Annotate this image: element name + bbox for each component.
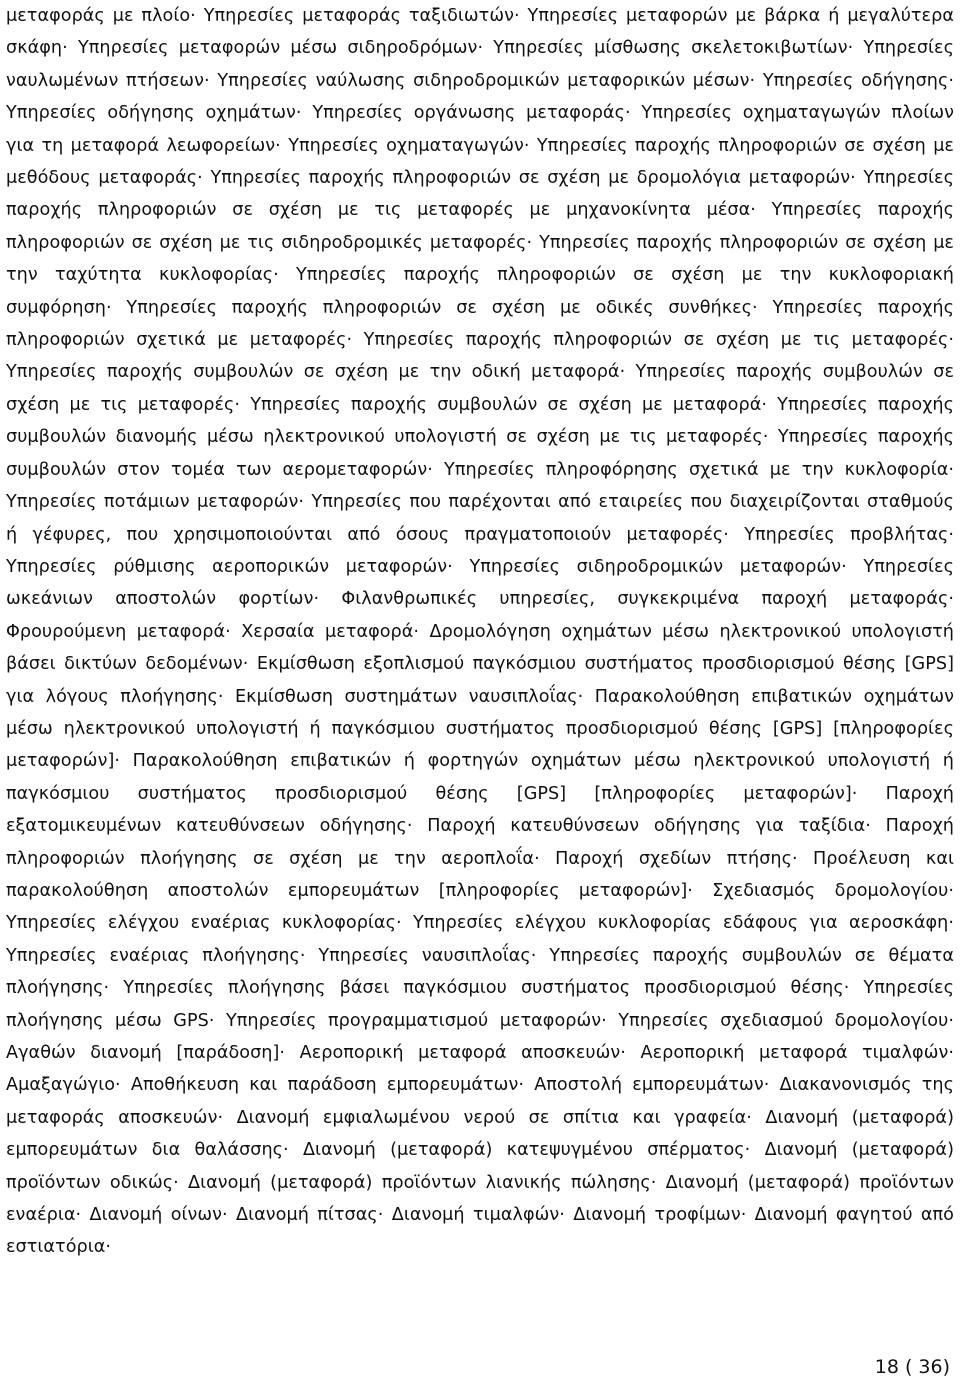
goods-services-list-text: μεταφοράς με πλοίο· Υπηρεσίες μεταφοράς ταξιδιωτών· Υπηρεσίες μεταφορών με βάρκα ή μεγαλύτερα σκάφη· Υπηρεσίες μεταφορών μέσω σιδηροδρόμων· Υπηρεσίες μίσθωσης σκελετοκιβωτίων· Υπηρεσίες ναυλωμένων πτήσεων· Υπηρεσίες ναύλωσης σιδηροδρομικών μεταφορικών μέσων· Υπηρεσίες οδήγησης· Υπηρεσίες οδήγησης οχημάτων· Υπηρεσίες οργάνωσης μεταφοράς· Υπηρεσίες οχηματαγωγών πλοίων για τη μεταφορά λεωφορείων· Υπηρεσίες οχηματαγωγών· Υπηρεσίες παροχής πληροφοριών σε σχέση με μεθόδους μεταφοράς· Υπηρεσίες παροχής πληροφοριών σε σχέση με δρομολόγια μεταφορών· Υπηρεσίες παροχής πληροφοριών σε σχέση με τις μεταφορές με μηχανοκίνητα μέσα· Υπηρεσίες παροχής πληροφοριών σε σχέση με τις σιδηροδρομικές μεταφορές· Υπηρεσίες παροχής πληροφοριών σε σχέση με την ταχύτητα κυκλοφορίας· Υπηρεσίες παροχής πληροφοριών σε σχέση με την κυκλοφοριακή συμφόρηση· Υπηρεσίες παροχής πληροφοριών σε σχέση με οδικές συνθήκες· Υπηρεσίες παροχής πληροφοριών σχετικά με μεταφορές· Υπηρεσίες παροχής πληροφοριών σε σχέση με τις μεταφορές· Υπηρεσίες παροχής συμβουλών σε σχέση με την οδική μεταφορά· Υπηρεσίες παροχής συμβουλών σε σχέση με τις μεταφορές· Υπηρεσίες παροχής συμβουλών σε σχέση με μεταφορά· Υπηρεσίες παροχής συμβουλών διανομής μέσω ηλεκτρονικού υπολογιστή σε σχέση με τις μεταφορές· Υπηρεσίες παροχής συμβουλών στον τομέα των αερομεταφορών· Υπηρεσίες πληροφόρησης σχετικά με την κυκλοφορία· Υπηρεσίες ποτάμιων μεταφορών· Υπηρεσίες που παρέχονται από εταιρείες που διαχειρίζονται σταθμούς ή γέφυρες, που χρησιμοποιούνται από όσους πραγματοποιούν μεταφορές· Υπηρεσίες προβλήτας· Υπηρεσίες ρύθμισης αεροπορικών μεταφορών· Υπηρεσίες σιδηροδρομικών μεταφορών· Υπηρεσίες ωκεάνιων αποστολών φορτίων· Φιλανθρωπικές υπηρεσίες, συγκεκριμένα παροχή μεταφοράς· Φρουρούμενη μεταφορά· Χερσαία μεταφορά· Δρομολόγηση οχημάτων μέσω ηλεκτρονικού υπολογιστή βάσει δικτύων δεδομένων· Εκμίσθωση εξοπλισμού παγκόσμιου συστήματος προσδιορισμού θέσης [GPS] για λόγους πλοήγησης· Εκμίσθωση συστημάτων ναυσιπλοΐας· Παρακολούθηση επιβατικών οχημάτων μέσω ηλεκτρονικού υπολογιστή ή παγκόσμιου συστήματος προσδιορισμού θέσης [GPS] [πληροφορίες μεταφορών]· Παρακολούθηση επιβατικών ή φορτηγών οχημάτων μέσω ηλεκτρονικού υπολογιστή ή παγκόσμιου συστήματος προσδιορισμού θέσης [GPS] [πληροφορίες μεταφορών]· Παροχή εξατομικευμένων κατευθύνσεων οδήγησης· Παροχή κατευθύνσεων οδήγησης για ταξίδια· Παροχή πληροφοριών πλοήγησης σε σχέση με την αεροπλοΐα· Παροχή σχεδίων πτήσης· Προέλευση και παρακολούθηση αποστολών εμπορευμάτων [πληροφορίες μεταφορών]· Σχεδιασμός δρομολογίου· Υπηρεσίες ελέγχου εναέριας κυκλοφορίας· Υπηρεσίες ελέγχου κυκλοφορίας εδάφους για αεροσκάφη· Υπηρεσίες εναέριας πλοήγησης· Υπηρεσίες ναυσιπλοΐας· Υπηρεσίες παροχής συμβουλών σε θέματα πλοήγησης· Υπηρεσίες πλοήγησης βάσει παγκόσμιου συστήματος προσδιορισμού θέσης· Υπηρεσίες πλοήγησης μέσω GPS· Υπηρεσίες προγραμματισμού μεταφορών· Υπηρεσίες σχεδιασμού δρομολογίου· Αγαθών διανομή [παράδοση]· Αεροπορική μεταφορά αποσκευών· Αεροπορική μεταφορά τιμαλφών· Αμαξαγώγιο· Αποθήκευση και παράδοση εμπορευμάτων· Αποστολή εμπορευμάτων· Διακανονισμός της μεταφοράς αποσκευών· Διανομή εμφιαλωμένου νερού σε σπίτια και γραφεία· Διανομή (μεταφορά) εμπορευμάτων δια θαλάσσης· Διανομή (μεταφορά) κατεψυγμένου σπέρματος· Διανομή (μεταφορά) προϊόντων οδικώς· Διανομή (μεταφορά) προϊόντων λιανικής πώλησης· Διανομή (μεταφορά) προϊόντων εναέρια· Διανομή οίνων· Διανομή πίτσας· Διανομή τιμαλφών· Διανομή τροφίμων· Διανομή φαγητού από εστιατόρια· [6, 6, 954, 1258]
page-number: 18 ( 36) [874, 1356, 950, 1378]
